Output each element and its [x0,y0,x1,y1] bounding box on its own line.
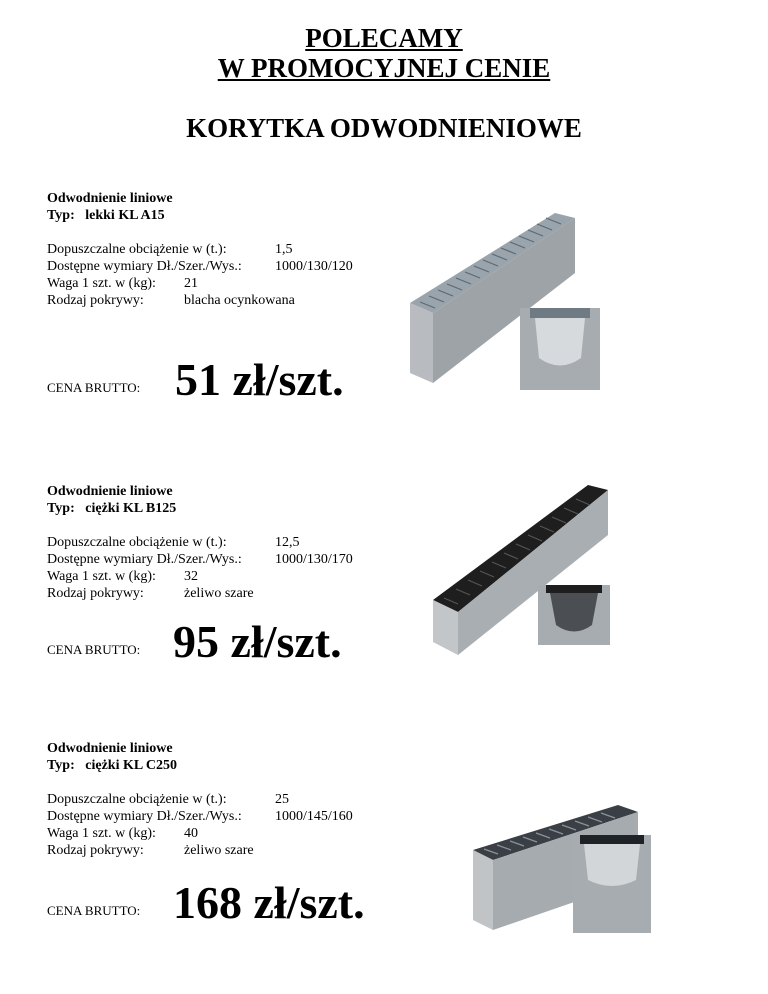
product-type: Typ: ciężki KL B125 [47,501,177,516]
price-label: CENA BRUTTO: [47,903,141,918]
product-type: Typ: ciężki KL C250 [47,758,178,773]
product-type: Typ: lekki KL A15 [47,208,165,223]
page-subtitle: KORYTKA ODWODNIENIOWE [186,113,582,143]
header-line-1: POLECAMY [305,23,463,53]
drain-channel-image [468,800,678,940]
price-label: CENA BRUTTO: [47,380,141,395]
spec-list [47,791,353,859]
price-label: CENA BRUTTO: [47,642,141,657]
spec-row: Dostępne wymiary Dł./Szer./Wys.: 1000/145/160 [47,809,353,824]
product-block-3 [47,740,353,859]
spec-row: Waga 1 szt. w (kg): 32 [47,569,198,584]
spec-row: Dopuszczalne obciążenie w (t.): 1,5 [47,242,293,257]
price-value: 51 zł/szt. [175,354,344,405]
price-value: 95 zł/szt. [173,616,342,667]
header-line-2: W PROMOCYJNEJ CENIE [217,53,551,83]
spec-row: Rodzaj pokrywy: żeliwo szare [47,843,254,858]
drain-channel-image [405,198,615,408]
spec-list [47,241,353,309]
product-block-2 [47,483,353,602]
price-value: 168 zł/szt. [173,877,365,928]
spec-row: Rodzaj pokrywy: żeliwo szare [47,586,254,601]
product-heading: Odwodnienie liniowe [47,484,173,499]
spec-row: Rodzaj pokrywy: blacha ocynkowana [47,293,295,308]
product-heading: Odwodnienie liniowe [47,741,173,756]
spec-row: Dostępne wymiary Dł./Szer./Wys.: 1000/130/120 [47,259,353,274]
product-block-1 [47,190,353,309]
spec-row: Dopuszczalne obciążenie w (t.): 25 [47,792,289,807]
product-heading: Odwodnienie liniowe [47,191,173,206]
spec-list [47,534,353,602]
spec-row: Waga 1 szt. w (kg): 21 [47,276,198,291]
spec-row: Waga 1 szt. w (kg): 40 [47,826,198,841]
spec-row: Dostępne wymiary Dł./Szer./Wys.: 1000/130/170 [47,552,353,567]
drain-channel-image [428,480,638,680]
spec-row: Dopuszczalne obciążenie w (t.): 12,5 [47,535,300,550]
